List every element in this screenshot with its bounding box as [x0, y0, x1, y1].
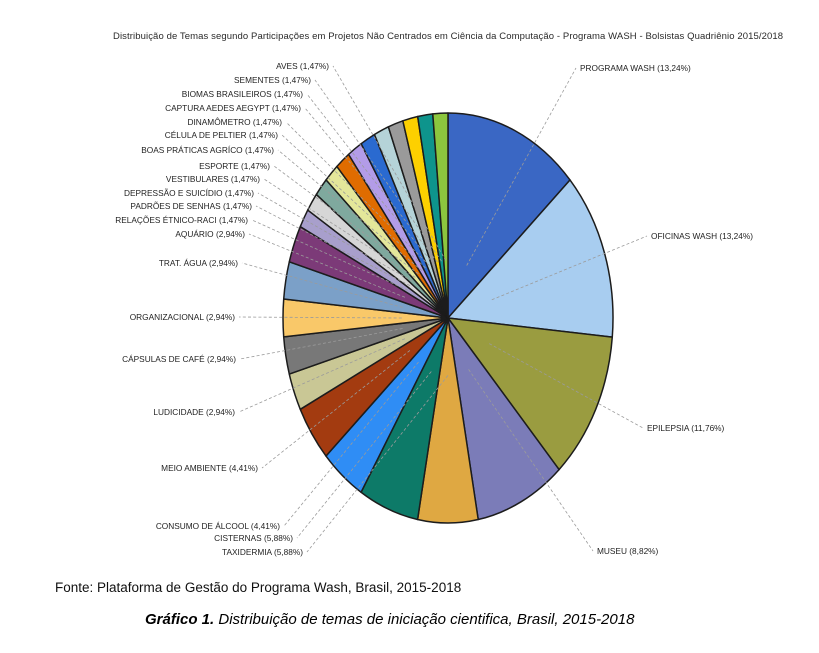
figure-caption-label: Gráfico 1.	[145, 611, 215, 628]
source-note: Fonte: Plataforma de Gestão do Programa Wash, Brasil, 2015-2018	[55, 580, 462, 595]
slice-label-cisternas: CISTERNAS (5,88%)	[214, 532, 293, 543]
slice-label-captura-aedes-aegypt: CAPTURA AEDES AEGYPT (1,47%)	[165, 102, 301, 113]
slice-label-aves: AVES (1,47%)	[276, 60, 329, 71]
slice-label-vestibulares: VESTIBULARES (1,47%)	[165, 173, 260, 184]
slice-label-ca-psulas-de-cafe: CÁPSULAS DE CAFÉ (2,94%)	[122, 353, 236, 364]
slice-label-aqua-rio: AQUÁRIO (2,94%)	[175, 228, 245, 239]
slice-label-trat-a-gua: TRAT. ÁGUA (2,94%)	[158, 257, 238, 268]
chart-title: Distribuição de Temas segundo Participações em Projetos Não Centrados em Ciência da Computação - Programa WASH - Bolsistas Quadriênio 2015/2018	[113, 31, 784, 42]
slice-label-sementes: SEMENTES (1,47%)	[234, 74, 311, 85]
slice-label-epilepsia: EPILEPSIA (11,76%)	[647, 422, 725, 433]
slice-label-programa-wash: PROGRAMA WASH (13,24%)	[580, 62, 691, 73]
figure-caption-text: Distribuição de temas de iniciação cientifica, Brasil, 2015-2018	[218, 611, 635, 628]
slice-label-boas-pra-ticas-agri-co: BOAS PRÁTICAS AGRÍCO (1,47%)	[141, 144, 274, 155]
slice-label-esporte: ESPORTE (1,47%)	[199, 160, 270, 171]
slice-label-ludicidade: LUDICIDADE (2,94%)	[153, 406, 235, 417]
slice-label-consumo-de-a-lcool: CONSUMO DE ÁLCOOL (4,41%)	[155, 520, 280, 531]
slice-label-dinamo-metro: DINAMÔMETRO (1,47%)	[187, 116, 282, 127]
slice-label-relac-o-es-e-tnico-raci: RELAÇÕES ÉTNICO-RACI (1,47%)	[115, 214, 248, 225]
slice-label-oficinas-wash: OFICINAS WASH (13,24%)	[651, 230, 754, 241]
slice-label-padro-es-de-senhas: PADRÕES DE SENHAS (1,47%)	[130, 200, 252, 211]
slice-label-organizacional: ORGANIZACIONAL (2,94%)	[129, 311, 235, 322]
slice-label-depressa-o-e-suici-dio: DEPRESSÃO E SUICÍDIO (1,47%)	[123, 187, 254, 198]
slice-label-biomas-brasileiros: BIOMAS BRASILEIROS (1,47%)	[181, 88, 303, 99]
slice-label-ce-lula-de-peltier: CÉLULA DE PELTIER (1,47%)	[164, 129, 278, 140]
slice-label-museu: MUSEU (8,82%)	[597, 545, 659, 556]
slice-label-taxidermia: TAXIDERMIA (5,88%)	[222, 546, 303, 557]
slice-label-meio-ambiente: MEIO AMBIENTE (4,41%)	[161, 462, 258, 473]
figure-caption	[145, 611, 634, 628]
